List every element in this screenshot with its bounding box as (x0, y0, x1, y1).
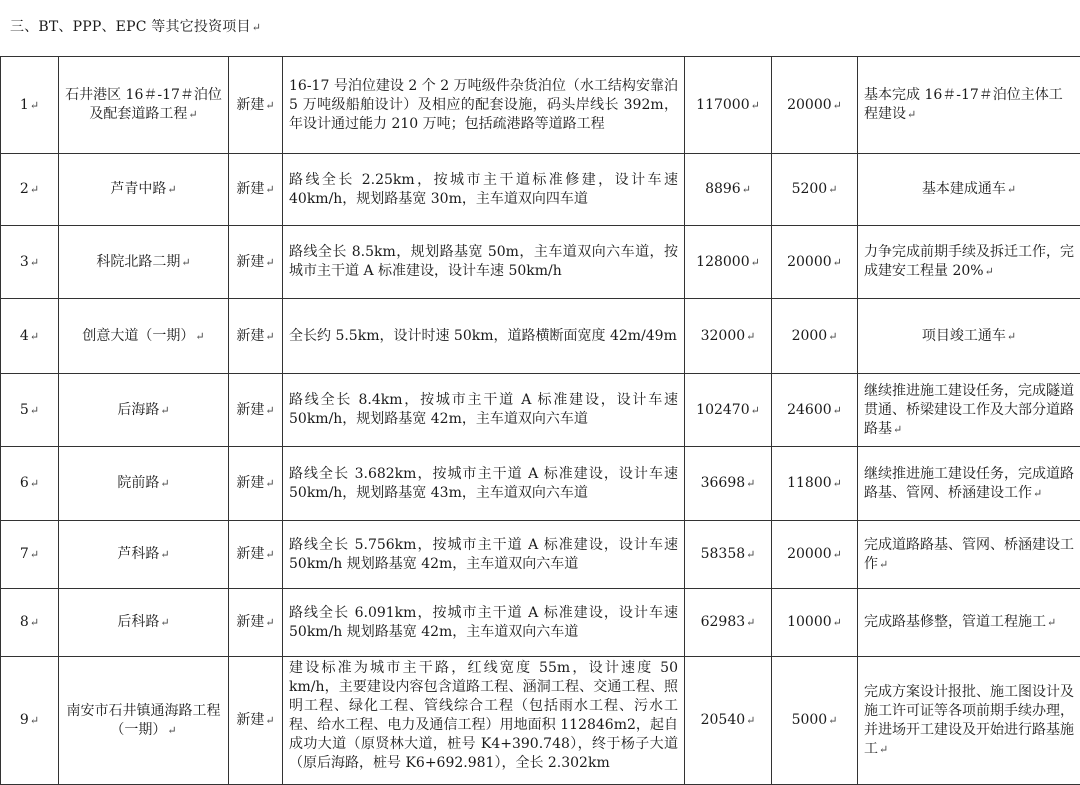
paragraph-mark: ↵ (160, 616, 169, 629)
project-type-text: 新建 (236, 181, 264, 197)
annual-goal-text: 完成方案设计报批、施工图设计及施工许可证等各项前期手续办理，并进场开工建设及开始进行路基施工 (864, 684, 1074, 757)
annual-investment-text: 20000 (787, 546, 832, 562)
project-description-text: 路线全长 5.756km，按城市主干道 A 标准建设，设计车速 50km/h 规划路基宽 42m，主车道双向六车道 (289, 537, 678, 572)
total-investment-text: 58358 (701, 546, 746, 562)
paragraph-mark: ↵ (742, 183, 751, 196)
paragraph-mark: ↵ (746, 548, 755, 561)
annual-goal (858, 589, 1080, 657)
project-type (229, 374, 283, 447)
annual-investment-text: 5200 (792, 181, 828, 197)
project-type (229, 521, 283, 589)
project-type-text: 新建 (236, 402, 264, 418)
paragraph-mark: ↵ (746, 714, 755, 727)
project-type-text: 新建 (236, 475, 264, 491)
project-name-text: 南安市石井镇通海路工程（一期） (67, 703, 221, 738)
row-index-text: 1 (20, 97, 29, 113)
total-investment (685, 154, 772, 226)
total-investment (685, 447, 772, 521)
project-name (59, 299, 229, 374)
annual-goal-text: 力争完成前期手续及拆迁工作，完成建安工程量 20% (864, 244, 1074, 279)
total-investment-text: 32000 (701, 328, 746, 344)
project-table (0, 56, 1080, 785)
project-description (283, 447, 685, 521)
total-investment (685, 299, 772, 374)
project-description (283, 657, 685, 785)
project-description-text: 16-17 号泊位建设 2 个 2 万吨级件杂货泊位（水工结构安靠泊 5 万吨级船舶设计）及相应的配套设施，码头岸线长 392m，年设计通过能力 210 万吨；包括疏港路等道路工程 (289, 78, 678, 132)
total-investment (685, 374, 772, 447)
paragraph-mark: ↵ (160, 548, 169, 561)
annual-investment-text: 5000 (792, 712, 828, 728)
paragraph-mark: ↵ (746, 330, 755, 343)
project-name-text: 后科路 (117, 614, 159, 630)
paragraph-mark: ↵ (1007, 183, 1016, 196)
paragraph-mark: ↵ (985, 265, 994, 278)
annual-investment (772, 226, 858, 299)
row-index-text: 5 (20, 402, 29, 418)
paragraph-mark: ↵ (828, 183, 837, 196)
paragraph-mark: ↵ (30, 477, 39, 490)
annual-goal (858, 57, 1080, 154)
annual-investment (772, 589, 858, 657)
row-index-text: 9 (20, 712, 29, 728)
paragraph-mark: ↵ (30, 548, 39, 561)
paragraph-mark: ↵ (265, 330, 274, 343)
project-type (229, 657, 283, 785)
total-investment (685, 657, 772, 785)
paragraph-mark: ↵ (265, 714, 274, 727)
row-index-text: 2 (20, 181, 29, 197)
project-name-text: 创意大道（一期） (82, 328, 194, 344)
project-description-text: 路线全长 8.4km，按城市主干道 A 标准建设，设计车速 50km/h，规划路基宽 42m，主车道双向六车道 (289, 392, 678, 427)
row-index-text: 8 (20, 614, 29, 630)
row-index (1, 589, 59, 657)
annual-investment (772, 374, 858, 447)
paragraph-mark: ↵ (751, 99, 760, 112)
row-index (1, 57, 59, 154)
paragraph-mark: ↵ (167, 183, 176, 196)
paragraph-mark: ↵ (265, 616, 274, 629)
annual-goal (858, 299, 1080, 374)
annual-investment-text: 11800 (787, 475, 832, 491)
project-type (229, 447, 283, 521)
annual-investment-text: 20000 (787, 97, 832, 113)
row-index-text: 7 (20, 546, 29, 562)
paragraph-mark: ↵ (30, 256, 39, 269)
annual-goal (858, 447, 1080, 521)
project-name-text: 科院北路二期 (96, 254, 180, 270)
section-title: 三、BT、PPP、EPC 等其它投资项目↵ (10, 16, 261, 36)
table-row (1, 657, 1080, 785)
project-name (59, 154, 229, 226)
paragraph-mark: ↵ (751, 404, 760, 417)
row-index (1, 226, 59, 299)
project-name-text: 院前路 (117, 475, 159, 491)
total-investment-text: 20540 (701, 712, 746, 728)
paragraph-mark: ↵ (265, 404, 274, 417)
total-investment (685, 226, 772, 299)
paragraph-mark: ↵ (828, 714, 837, 727)
paragraph-mark: ↵ (1007, 330, 1016, 343)
row-index-text: 3 (20, 254, 29, 270)
project-type (229, 226, 283, 299)
row-index (1, 154, 59, 226)
project-description-text: 全长约 5.5km，设计时速 50km，道路横断面宽度 42m/49m (289, 328, 677, 344)
paragraph-mark: ↵ (188, 108, 197, 121)
paragraph-mark: ↵ (879, 558, 888, 571)
table-row (1, 521, 1080, 589)
paragraph-mark: ↵ (265, 256, 274, 269)
project-description (283, 374, 685, 447)
annual-investment (772, 521, 858, 589)
annual-goal-text: 完成路基修整，管道工程施工 (864, 614, 1046, 630)
total-investment-text: 8896 (705, 181, 741, 197)
total-investment-text: 102470 (696, 402, 749, 418)
annual-goal-text: 基本完成 16＃-17＃泊位主体工程建设 (864, 87, 1063, 122)
project-description-text: 路线全长 2.25km，按城市主干道标准修建，设计车速 40km/h，规划路基宽 30m，主车道双向四车道 (289, 172, 678, 207)
project-type-text: 新建 (236, 97, 264, 113)
paragraph-mark: ↵ (746, 477, 755, 490)
paragraph-mark: ↵ (160, 477, 169, 490)
table-row (1, 447, 1080, 521)
project-description (283, 226, 685, 299)
project-description (283, 57, 685, 154)
total-investment-text: 36698 (701, 475, 746, 491)
paragraph-mark: ↵ (833, 616, 842, 629)
annual-investment-text: 24600 (787, 402, 832, 418)
paragraph-mark: ↵ (751, 256, 760, 269)
project-description-text: 路线全长 3.682km，按城市主干道 A 标准建设，设计车速 50km/h，规划路基宽 43m，主车道双向六车道 (289, 466, 678, 501)
annual-goal (858, 374, 1080, 447)
project-name-text: 后海路 (117, 402, 159, 418)
annual-investment (772, 299, 858, 374)
project-name (59, 657, 229, 785)
annual-investment (772, 154, 858, 226)
project-type (229, 57, 283, 154)
paragraph-mark: ↵ (828, 330, 837, 343)
paragraph-mark: ↵ (879, 743, 888, 756)
project-name-text: 芦科路 (117, 546, 159, 562)
paragraph-mark: ↵ (1033, 487, 1042, 500)
row-index (1, 374, 59, 447)
project-description-text: 路线全长 8.5km，规划路基宽 50m，主车道双向六车道，按城市主干道 A 标准建设，设计车速 50km/h (289, 244, 678, 279)
paragraph-mark: ↵ (30, 330, 39, 343)
paragraph-mark: ↵ (265, 477, 274, 490)
project-description (283, 521, 685, 589)
annual-investment (772, 657, 858, 785)
row-index (1, 657, 59, 785)
paragraph-mark: ↵ (265, 183, 274, 196)
paragraph-mark: ↵ (181, 256, 190, 269)
annual-goal-text: 继续推进施工建设任务，完成隧道贯通、桥梁建设工作及大部分道路路基 (864, 383, 1074, 437)
paragraph-mark: ↵ (833, 548, 842, 561)
annual-goal-text: 完成道路路基、管网、桥涵建设工作 (864, 537, 1074, 572)
table-row (1, 374, 1080, 447)
table-row (1, 589, 1080, 657)
paragraph-mark: ↵ (833, 404, 842, 417)
paragraph-mark: ↵ (833, 99, 842, 112)
row-index (1, 447, 59, 521)
annual-investment-text: 2000 (792, 328, 828, 344)
project-description (283, 589, 685, 657)
project-description-text: 建设标准为城市主干路，红线宽度 55m，设计速度 50 km/h，主要建设内容包含道路工程、涵洞工程、交通工程、照明工程、绿化工程、管线综合工程（包括雨水工程、污水工程、给水工程、电力及通信工程）用地面积 112846m2，起自成功大道（原贤林大道，桩号 K4+390.748），终于杨子大道（原后海路，桩号 K6+692.981），全长 2.302km (289, 660, 678, 771)
row-index (1, 299, 59, 374)
paragraph-mark: ↵ (30, 714, 39, 727)
project-name-text: 芦青中路 (110, 181, 166, 197)
project-type-text: 新建 (236, 712, 264, 728)
annual-investment-text: 20000 (787, 254, 832, 270)
total-investment-text: 62983 (701, 614, 746, 630)
table-row (1, 226, 1080, 299)
annual-goal (858, 226, 1080, 299)
project-type-text: 新建 (236, 328, 264, 344)
total-investment (685, 521, 772, 589)
annual-goal (858, 154, 1080, 226)
paragraph-mark: ↵ (30, 99, 39, 112)
paragraph-mark: ↵ (30, 404, 39, 417)
project-description (283, 154, 685, 226)
total-investment-text: 128000 (696, 254, 749, 270)
project-name (59, 589, 229, 657)
project-type (229, 299, 283, 374)
paragraph-mark: ↵ (30, 183, 39, 196)
project-name-text: 石井港区 16＃-17＃泊位及配套道路工程 (65, 87, 222, 122)
table-row (1, 299, 1080, 374)
paragraph-mark: ↵ (30, 616, 39, 629)
paragraph-mark: ↵ (833, 256, 842, 269)
total-investment-text: 117000 (696, 97, 749, 113)
annual-goal-text: 继续推进施工建设任务，完成道路路基、管网、桥涵建设工作 (864, 466, 1074, 501)
total-investment (685, 589, 772, 657)
project-name (59, 374, 229, 447)
project-name (59, 447, 229, 521)
paragraph-mark: ↵ (252, 21, 261, 34)
table-row (1, 57, 1080, 154)
project-type-text: 新建 (236, 254, 264, 270)
paragraph-mark: ↵ (1047, 616, 1056, 629)
project-description (283, 299, 685, 374)
annual-goal (858, 657, 1080, 785)
table-row (1, 154, 1080, 226)
paragraph-mark: ↵ (746, 616, 755, 629)
total-investment (685, 57, 772, 154)
project-type-text: 新建 (236, 614, 264, 630)
paragraph-mark: ↵ (265, 99, 274, 112)
row-index-text: 4 (20, 328, 29, 344)
project-type-text: 新建 (236, 546, 264, 562)
paragraph-mark: ↵ (265, 548, 274, 561)
paragraph-mark: ↵ (195, 330, 204, 343)
project-name (59, 226, 229, 299)
project-description-text: 路线全长 6.091km，按城市主干道 A 标准建设，设计车速 50km/h 规划路基宽 42m，主车道双向六车道 (289, 605, 678, 640)
row-index-text: 6 (20, 475, 29, 491)
paragraph-mark: ↵ (833, 477, 842, 490)
row-index (1, 521, 59, 589)
paragraph-mark: ↵ (907, 108, 916, 121)
annual-goal (858, 521, 1080, 589)
project-type (229, 154, 283, 226)
project-name (59, 521, 229, 589)
paragraph-mark: ↵ (167, 724, 176, 737)
annual-investment (772, 57, 858, 154)
project-type (229, 589, 283, 657)
project-name (59, 57, 229, 154)
paragraph-mark: ↵ (893, 423, 902, 436)
annual-goal-text: 基本建成通车 (922, 181, 1006, 197)
paragraph-mark: ↵ (160, 404, 169, 417)
annual-goal-text: 项目竣工通车 (922, 328, 1006, 344)
annual-investment-text: 10000 (787, 614, 832, 630)
annual-investment (772, 447, 858, 521)
